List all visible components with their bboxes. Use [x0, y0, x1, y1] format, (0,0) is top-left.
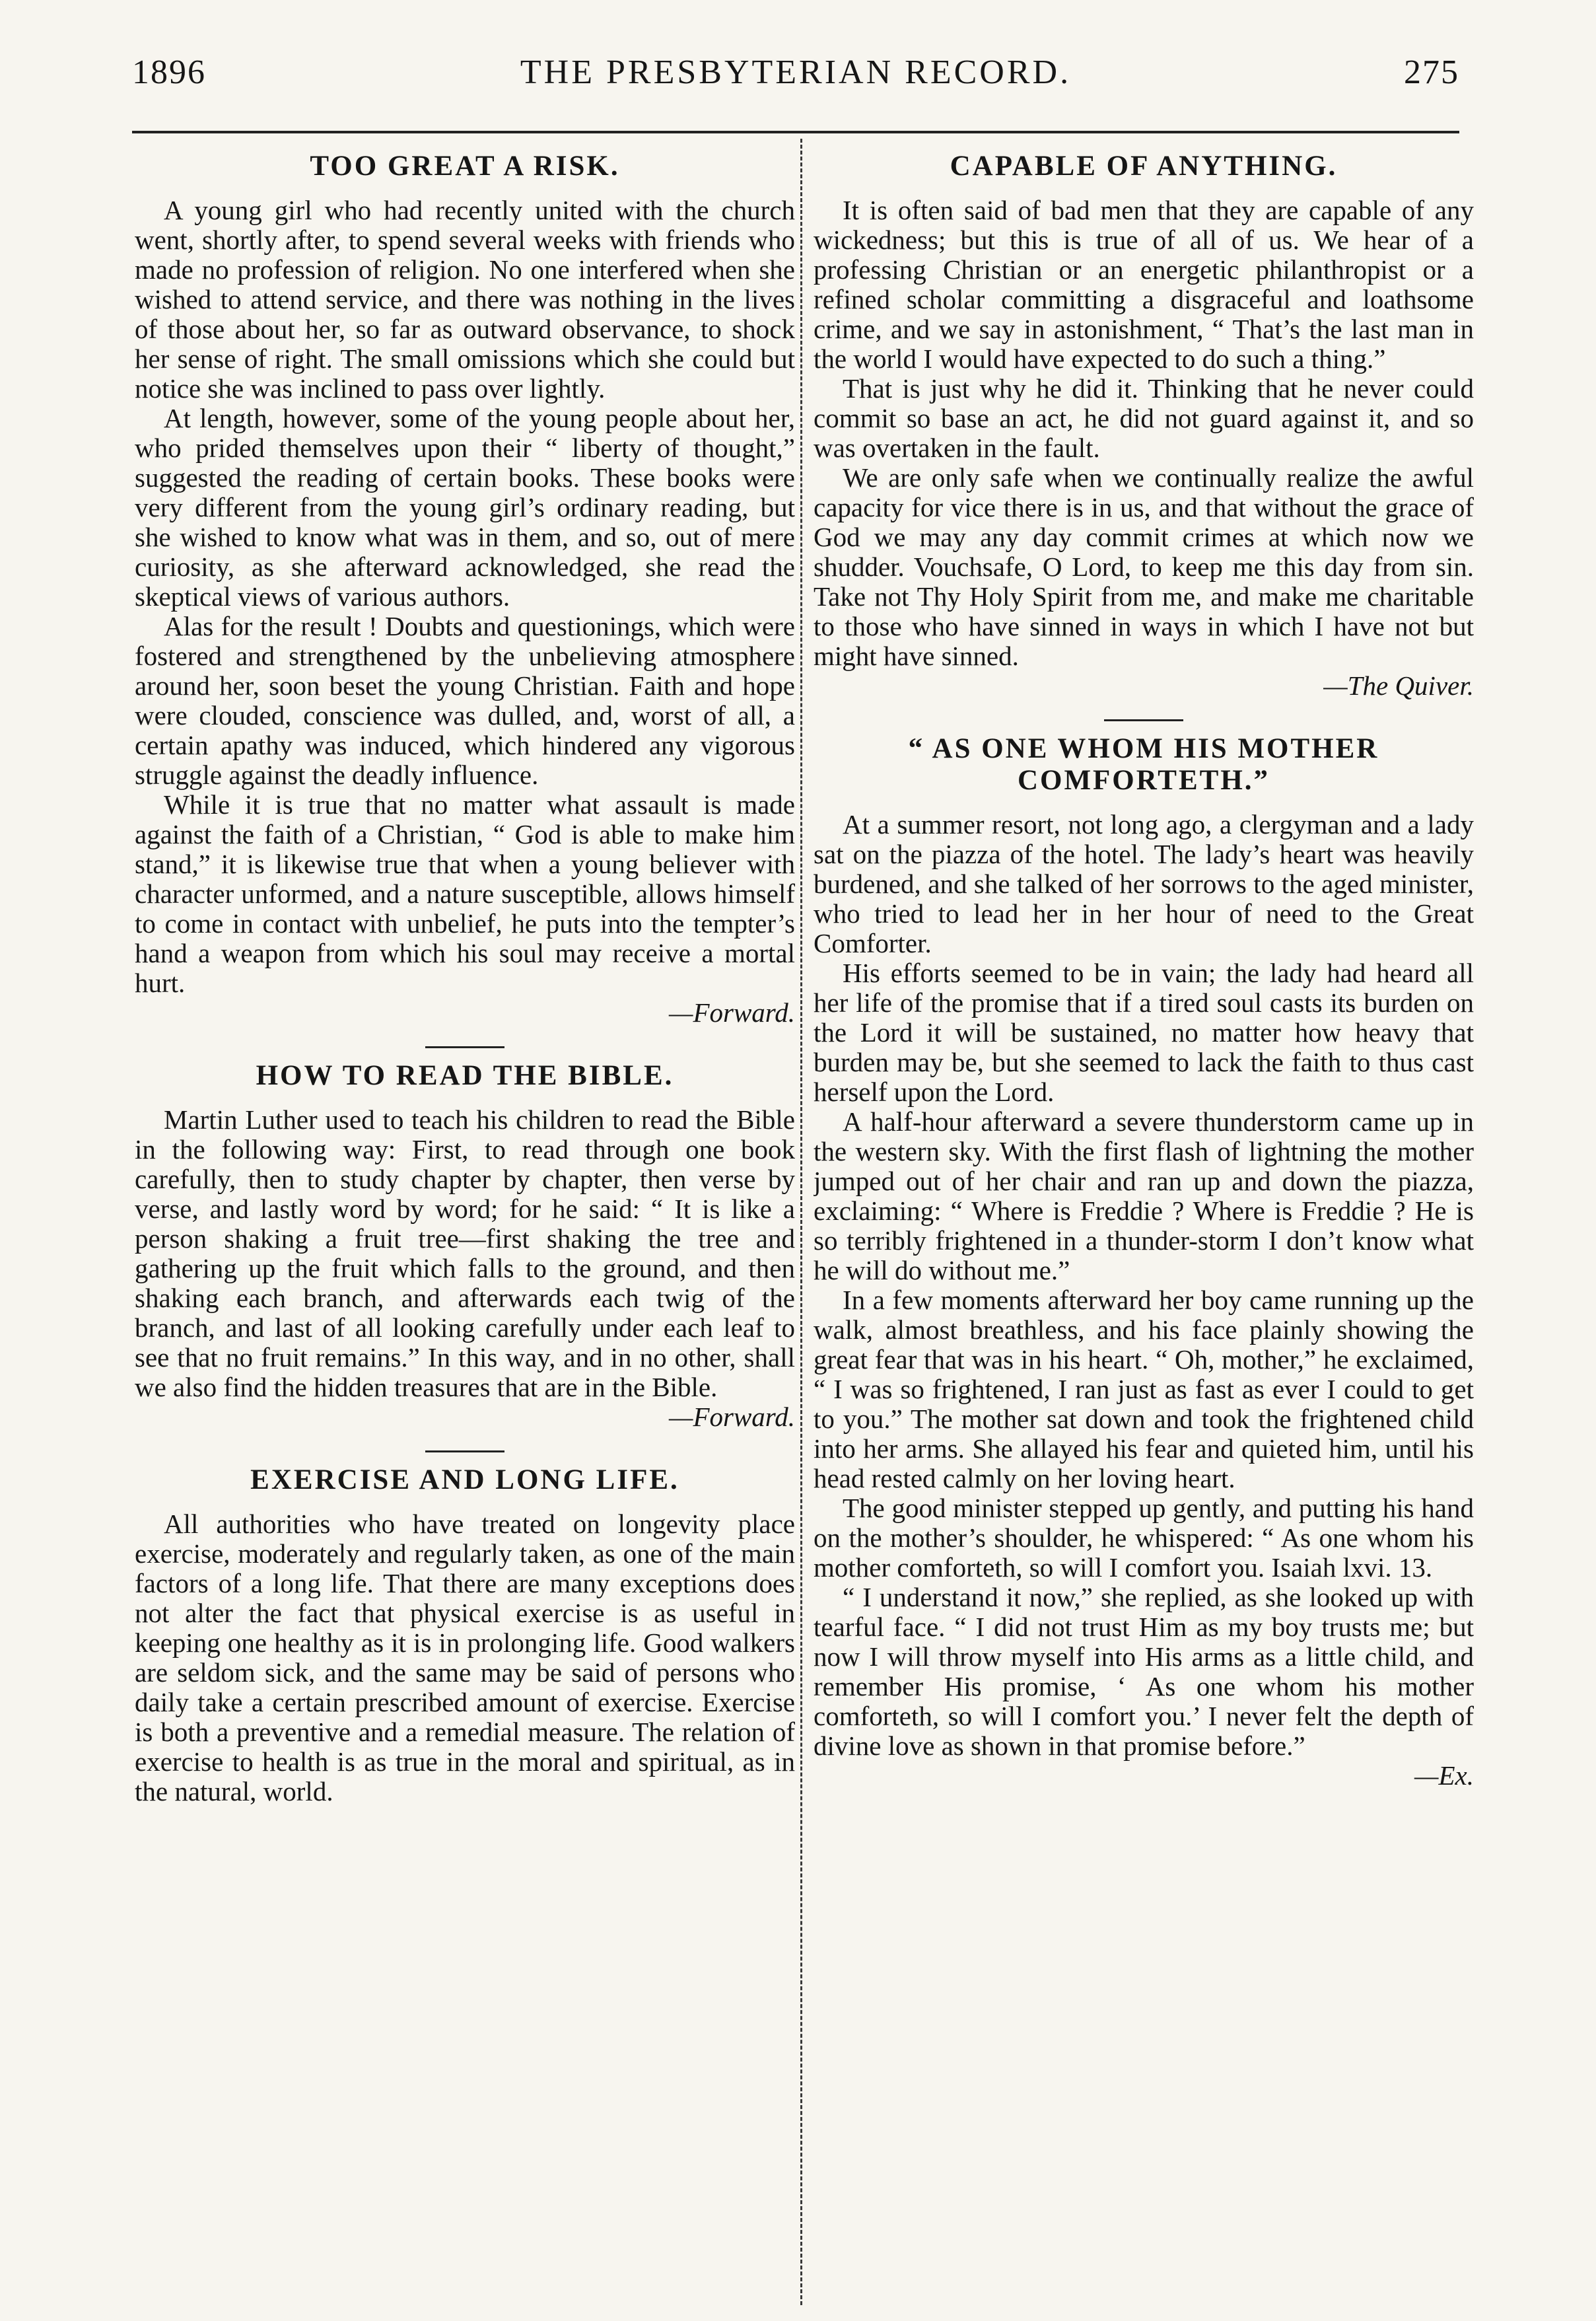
right-column	[814, 144, 1474, 2297]
article-paragraph: A half-hour afterward a severe thunderstorm came up in the western sky. With the first flash of lightning the mother jumped out of her chair and ran up and down the piazza, exclaiming: “ Where is Freddie ? Where is Freddie ? He is so terribly frightened in a thunder-storm I don’t know what he will do without me.”	[814, 1106, 1474, 1285]
article-paragraph: In a few moments afterward her boy came running up the walk, almost breathless, and his face plainly showing the great fear that was in his heart. “ Oh, mother,” he exclaimed, “ I was so frightened, I ran just as fast as ever I could to get to you.” The mother sat down and took the frightened child into her arms. She allayed his fear and quieted him, until his head rested calmly on her loving heart.	[814, 1285, 1474, 1493]
article-heading: HOW TO READ THE BIBLE.	[256, 1060, 674, 1091]
article-paragraph: That is just why he did it. Thinking that he never could commit so base an act, he did not guard against it, and so was overtaken in the fault.	[814, 373, 1474, 463]
article-paragraph: All authorities who have treated on longevity place exercise, moderately and regularly taken, as one of the main factors of a long life. That there are many exceptions does not alter the fact that physical exercise is as useful in keeping one healthy as it is in prolonging life. Good walkers are seldom sick, and the same may be said of persons who daily take a certain prescribed amount of exercise. Exercise is both a preventive and a remedial measure. The relation of exercise to health is as true in the moral and spiritual, as in the natural, world.	[135, 1509, 795, 1806]
article-heading: TOO GREAT A RISK.	[310, 151, 620, 182]
article-paragraph: While it is true that no matter what assault is made against the faith of a Christian, “ God is able to make him stand,” it is likewise true that when a young believer with character unformed, and a nature susceptible, allows himself to come in contact with unbelief, he puts into the tempter’s hand a weapon from which his soul may receive a mortal hurt.	[135, 789, 795, 998]
article-separator	[425, 1046, 504, 1048]
article-credit: —The Quiver.	[1323, 670, 1474, 701]
page-number: 275	[1404, 54, 1459, 91]
publication-title: THE PRESBYTERIAN RECORD.	[520, 54, 1072, 91]
article-how-to-read-the-bible	[135, 1060, 795, 1432]
article-paragraph: Alas for the result ! Doubts and questionings, which were fostered and strengthened by the unbelieving atmosphere around her, soon beset the young Christian. Faith and hope were clouded, conscience was dulled, and, worst of all, a certain apathy was induced, which hindered any vigorous struggle against the deadly influence.	[135, 611, 795, 790]
article-paragraph: At a summer resort, not long ago, a clergyman and a lady sat on the piazza of the hotel. The lady’s heart was heavily burdened, and she talked of her sorrows to the aged minister, who tried to lead her in her hour of need to the Great Comforter.	[814, 809, 1474, 958]
article-credit: —Forward.	[669, 1402, 795, 1432]
page-year: 1896	[132, 54, 206, 91]
article-paragraph: A young girl who had recently united with the church went, shortly after, to spend several weeks with friends who made no profession of religion. No one interfered when she wished to attend service, and there was nothing in the lives of those about her, so far as outward observance, to shock her sense of right. The small omissions which she could but notice she was inclined to pass over lightly.	[135, 195, 795, 404]
article-heading: “ AS ONE WHOM HIS MOTHER COMFORTETH.”	[908, 733, 1379, 796]
article-paragraph: At length, however, some of the young people about her, who prided themselves upon their “ liberty of thought,” suggested the reading of certain books. These books were very different from the young girl’s ordinary reading, but she wished to know what was in them, and so, out of mere curiosity, as she afterward acknowledged, she read the skeptical views of various authors.	[135, 403, 795, 612]
article-as-one-whom-his-mother-comforteth	[814, 733, 1474, 1791]
article-paragraph: The good minister stepped up gently, and putting his hand on the mother’s shoulder, he whispered: “ As one whom his mother comforteth, so will I comfort you. Isaiah lxvi. 13.	[814, 1493, 1474, 1583]
article-credit: —Ex.	[1414, 1760, 1474, 1791]
header-rule	[132, 131, 1459, 133]
article-paragraph: His efforts seemed to be in vain; the lady had heard all her life of the promise that if a tired soul casts its burden on the Lord it will be sustained, no matter how heavy that burden may be, but she seemed to lack the faith to thus cast herself upon the Lord.	[814, 958, 1474, 1107]
running-head	[132, 40, 1459, 99]
article-credit: —Forward.	[669, 997, 795, 1028]
article-heading: EXERCISE AND LONG LIFE.	[250, 1464, 679, 1495]
left-column	[135, 144, 795, 2297]
article-paragraph: It is often said of bad men that they are capable of any wickedness; but this is true of all of us. We hear of a professing Christian or an energetic philanthropist or a refined scholar committing a disgraceful and loathsome crime, and we say in astonishment, “ That’s the last man in the world I would have expected to do such a thing.”	[814, 195, 1474, 374]
article-separator	[425, 1450, 504, 1452]
article-capable-of-anything	[814, 151, 1474, 701]
article-too-great-a-risk	[135, 151, 795, 1028]
column-divider	[800, 139, 802, 2305]
article-paragraph: “ I understand it now,” she replied, as she looked up with tearful face. “ I did not trust Him as my boy trusts me; but now I will throw myself into His arms as a little child, and remember His promise, ‘ As one whom his mother comforteth, so will I comfort you.’ I never felt the depth of divine love as shown in that promise before.”	[814, 1582, 1474, 1761]
article-paragraph: Martin Luther used to teach his children to read the Bible in the following way: First, to read through one book carefully, then to study chapter by chapter, then verse by verse, and lastly word by word; for he said: “ It is like a person shaking a fruit tree—first shaking the tree and gathering up the fruit which falls to the ground, and then shaking each branch, and afterwards each twig of the branch, and last of all looking carefully under each leaf to see that no fruit remains.” In this way, and in no other, shall we also find the hidden treasures that are in the Bible.	[135, 1104, 795, 1402]
article-paragraph: We are only safe when we continually realize the awful capacity for vice there is in us, and that without the grace of God we may any day commit crimes at which now we shudder. Vouchsafe, O Lord, to keep me this day from sin. Take not Thy Holy Spirit from me, and make me charitable to those who have sinned in ways in which I have not but might have sinned.	[814, 462, 1474, 671]
article-exercise-and-long-life	[135, 1464, 795, 1806]
article-heading: CAPABLE OF ANYTHING.	[950, 151, 1338, 182]
article-separator	[1104, 719, 1183, 721]
